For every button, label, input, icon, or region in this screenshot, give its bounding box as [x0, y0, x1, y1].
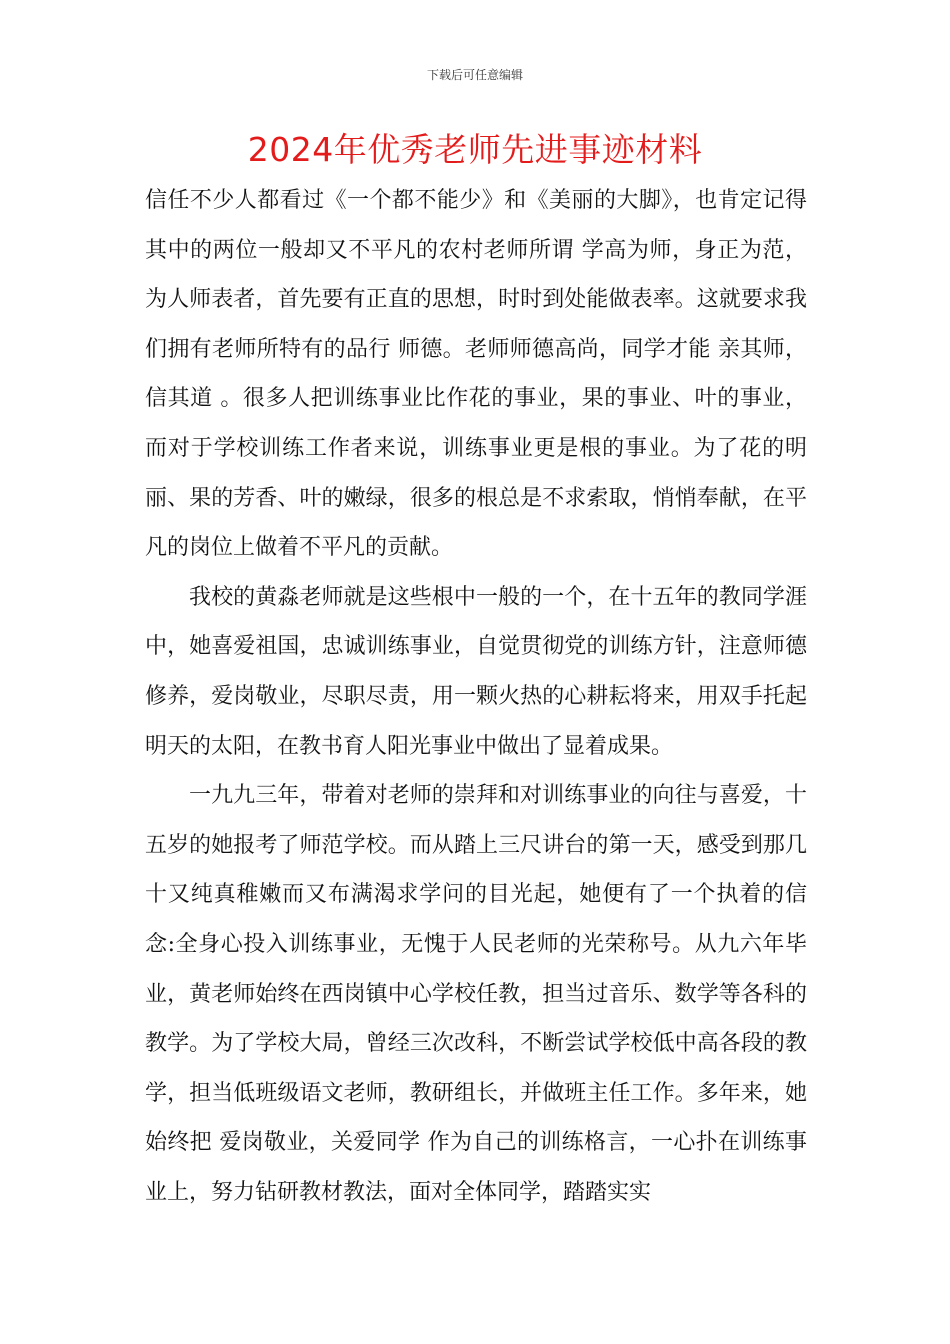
paragraph-1: 信任不少人都看过《一个都不能少》和《美丽的大脚》，也肯定记得其中的两位一般却又不平凡的农村老师所谓 学高为师，身正为范，为人师表者，首先要有正直的思想，时时到处能做表率。这就要求我们拥有老师所特有的品行 师德。老师师德高尚，同学才能 亲其师，信其道 。很多人把训练事业比作花的事业，果的事业、叶的事业，而对于学校训练工作者来说，训练事业更是根的事业。为了花的明丽、果的芳香、叶的嫩绿，很多的根总是不求索取，悄悄奉献，在平凡的岗位上做着不平凡的贡献。: [145, 188, 807, 561]
document-body: [145, 176, 807, 1217]
paragraph-2: 我校的黄淼老师就是这些根中一般的一个，在十五年的教同学涯中，她喜爱祖国，忠诚训练事业，自觉贯彻党的训练方针，注意师德修养，爱岗敬业，尽职尽责，用一颗火热的心耕耘将来，用双手托起明天的太阳，在教书育人阳光事业中做出了显着成果。: [145, 584, 807, 759]
header-note: 下载后可任意编辑: [426, 68, 523, 82]
document-title: 2024年优秀老师先进事迹材料: [247, 130, 703, 169]
paragraph-3: 一九九三年，带着对老师的崇拜和对训练事业的向往与喜爱，十五岁的她报考了师范学校。而从踏上三尺讲台的第一天，感受到那几十又纯真稚嫩而又布满渴求学问的目光起，她便有了一个执着的信念:全身心投入训练事业，无愧于人民老师的光荣称号。从九六年毕业，黄老师始终在西岗镇中心学校任教，担当过音乐、数学等各科的教学。为了学校大局，曾经三次改科，不断尝试学校低中高各段的教学，担当低班级语文老师，教研组长，并做班主任工作。多年来，她始终把 爱岗敬业，关爱同学 作为自己的训练格言，一心扑在训练事业上，努力钻研教材教法，面对全体同学，踏踏实实: [145, 783, 807, 1205]
